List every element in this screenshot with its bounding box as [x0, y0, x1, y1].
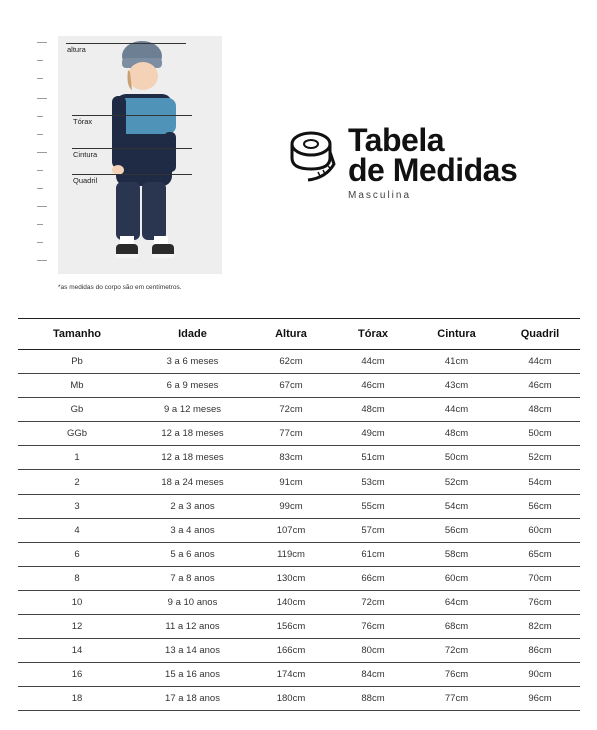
header-height: Altura: [249, 319, 333, 350]
cell-age: 5 a 6 anos: [136, 542, 249, 566]
title-line-1: Tabela: [348, 122, 444, 158]
table-row: [18, 687, 580, 711]
cell-age: 3 a 6 meses: [136, 350, 249, 374]
cell-size: 2: [18, 470, 136, 494]
cell-size: 4: [18, 518, 136, 542]
table-row: [18, 639, 580, 663]
table-row: [18, 518, 580, 542]
cell-hip: 86cm: [500, 639, 580, 663]
ruler-tick: [37, 98, 47, 99]
cell-waist: 58cm: [413, 542, 500, 566]
table-body: [18, 350, 580, 711]
table-row: [18, 470, 580, 494]
title-line-2: de Medidas: [348, 152, 518, 188]
cell-age: 7 a 8 anos: [136, 566, 249, 590]
cell-size: 16: [18, 663, 136, 687]
table-row: [18, 374, 580, 398]
cell-height: 99cm: [249, 494, 333, 518]
cell-hip: 60cm: [500, 518, 580, 542]
cell-waist: 60cm: [413, 566, 500, 590]
cell-chest: 61cm: [333, 542, 413, 566]
cell-hip: 82cm: [500, 615, 580, 639]
cell-age: 18 a 24 meses: [136, 470, 249, 494]
chest-label: Tórax: [73, 117, 93, 126]
cell-waist: 76cm: [413, 663, 500, 687]
cell-hip: 76cm: [500, 590, 580, 614]
subtitle: Masculina: [348, 190, 412, 201]
cell-height: 91cm: [249, 470, 333, 494]
cell-size: 3: [18, 494, 136, 518]
cell-chest: 84cm: [333, 663, 413, 687]
ruler-tick: [37, 152, 47, 153]
cell-chest: 51cm: [333, 446, 413, 470]
table-row: [18, 590, 580, 614]
cell-size: 14: [18, 639, 136, 663]
ruler-tick: [37, 188, 43, 189]
cell-waist: 52cm: [413, 470, 500, 494]
hip-guide-line: [72, 174, 192, 175]
cell-chest: 46cm: [333, 374, 413, 398]
waist-guide-line: [72, 148, 192, 149]
cell-height: 174cm: [249, 663, 333, 687]
table-row: [18, 350, 580, 374]
height-guide-line: [66, 43, 186, 44]
hip-label: Quadril: [73, 176, 98, 185]
table-header: [18, 319, 580, 350]
cell-size: Pb: [18, 350, 136, 374]
ruler-tick: [37, 78, 43, 79]
table-row: [18, 398, 580, 422]
header-hip: Quadril: [500, 319, 580, 350]
cell-height: 107cm: [249, 518, 333, 542]
header-waist: Cintura: [413, 319, 500, 350]
waist-label: Cintura: [73, 150, 98, 159]
cell-hip: 52cm: [500, 446, 580, 470]
cell-waist: 72cm: [413, 639, 500, 663]
cell-height: 62cm: [249, 350, 333, 374]
cell-chest: 48cm: [333, 398, 413, 422]
cell-age: 12 a 18 meses: [136, 446, 249, 470]
cell-chest: 72cm: [333, 590, 413, 614]
cell-age: 15 a 16 anos: [136, 663, 249, 687]
table-row: [18, 663, 580, 687]
table-row: [18, 566, 580, 590]
cell-size: 12: [18, 615, 136, 639]
table-row: [18, 422, 580, 446]
ruler-tick: [37, 60, 43, 61]
cell-size: Mb: [18, 374, 136, 398]
cell-age: 9 a 10 anos: [136, 590, 249, 614]
cell-waist: 44cm: [413, 398, 500, 422]
cell-hip: 65cm: [500, 542, 580, 566]
cell-hip: 96cm: [500, 687, 580, 711]
cell-chest: 76cm: [333, 615, 413, 639]
ruler-tick: [37, 170, 43, 171]
measuring-tape-icon: [290, 128, 336, 184]
cell-chest: 49cm: [333, 422, 413, 446]
table-row: [18, 494, 580, 518]
cell-size: 6: [18, 542, 136, 566]
cell-waist: 50cm: [413, 446, 500, 470]
cell-age: 9 a 12 meses: [136, 398, 249, 422]
cell-waist: 54cm: [413, 494, 500, 518]
cell-chest: 57cm: [333, 518, 413, 542]
cell-waist: 41cm: [413, 350, 500, 374]
cell-size: 1: [18, 446, 136, 470]
title-block: [290, 118, 570, 208]
cell-waist: 48cm: [413, 422, 500, 446]
cell-age: 12 a 18 meses: [136, 422, 249, 446]
height-label: altura: [67, 45, 86, 54]
ruler-tick: [37, 242, 43, 243]
cell-height: 140cm: [249, 590, 333, 614]
cell-age: 13 a 14 anos: [136, 639, 249, 663]
cell-chest: 55cm: [333, 494, 413, 518]
cell-height: 180cm: [249, 687, 333, 711]
cell-chest: 88cm: [333, 687, 413, 711]
cell-hip: 44cm: [500, 350, 580, 374]
cell-age: 11 a 12 anos: [136, 615, 249, 639]
cell-chest: 44cm: [333, 350, 413, 374]
cell-age: 3 a 4 anos: [136, 518, 249, 542]
cell-hip: 70cm: [500, 566, 580, 590]
cell-hip: 54cm: [500, 470, 580, 494]
cell-chest: 53cm: [333, 470, 413, 494]
cell-age: 6 a 9 meses: [136, 374, 249, 398]
cell-height: 130cm: [249, 566, 333, 590]
cell-chest: 80cm: [333, 639, 413, 663]
cell-height: 166cm: [249, 639, 333, 663]
cell-hip: 90cm: [500, 663, 580, 687]
cell-chest: 66cm: [333, 566, 413, 590]
header-chest: Tórax: [333, 319, 413, 350]
cell-height: 72cm: [249, 398, 333, 422]
cell-age: 2 a 3 anos: [136, 494, 249, 518]
cell-height: 83cm: [249, 446, 333, 470]
cell-size: 8: [18, 566, 136, 590]
header-size: Tamanho: [18, 319, 136, 350]
measurement-ruler: [37, 42, 49, 262]
cell-waist: 64cm: [413, 590, 500, 614]
ruler-tick: [37, 134, 43, 135]
table-row: [18, 446, 580, 470]
size-table: [18, 318, 580, 711]
cell-height: 77cm: [249, 422, 333, 446]
cell-hip: 48cm: [500, 398, 580, 422]
cell-size: 18: [18, 687, 136, 711]
cell-hip: 46cm: [500, 374, 580, 398]
cell-waist: 77cm: [413, 687, 500, 711]
cell-age: 17 a 18 anos: [136, 687, 249, 711]
cell-height: 67cm: [249, 374, 333, 398]
cell-height: 119cm: [249, 542, 333, 566]
ruler-tick: [37, 42, 47, 43]
chest-guide-line: [72, 115, 192, 116]
cell-waist: 43cm: [413, 374, 500, 398]
ruler-tick: [37, 260, 47, 261]
header-row: [18, 319, 580, 350]
cell-waist: 68cm: [413, 615, 500, 639]
cell-waist: 56cm: [413, 518, 500, 542]
cell-size: 10: [18, 590, 136, 614]
ruler-tick: [37, 224, 43, 225]
ruler-tick: [37, 206, 47, 207]
table-row: [18, 542, 580, 566]
cell-hip: 56cm: [500, 494, 580, 518]
table-row: [18, 615, 580, 639]
ruler-tick: [37, 116, 43, 117]
cell-size: Gb: [18, 398, 136, 422]
measurement-note: *as medidas do corpo são em centímetros.: [58, 284, 182, 291]
cell-hip: 50cm: [500, 422, 580, 446]
cell-height: 156cm: [249, 615, 333, 639]
header-age: Idade: [136, 319, 249, 350]
cell-size: GGb: [18, 422, 136, 446]
